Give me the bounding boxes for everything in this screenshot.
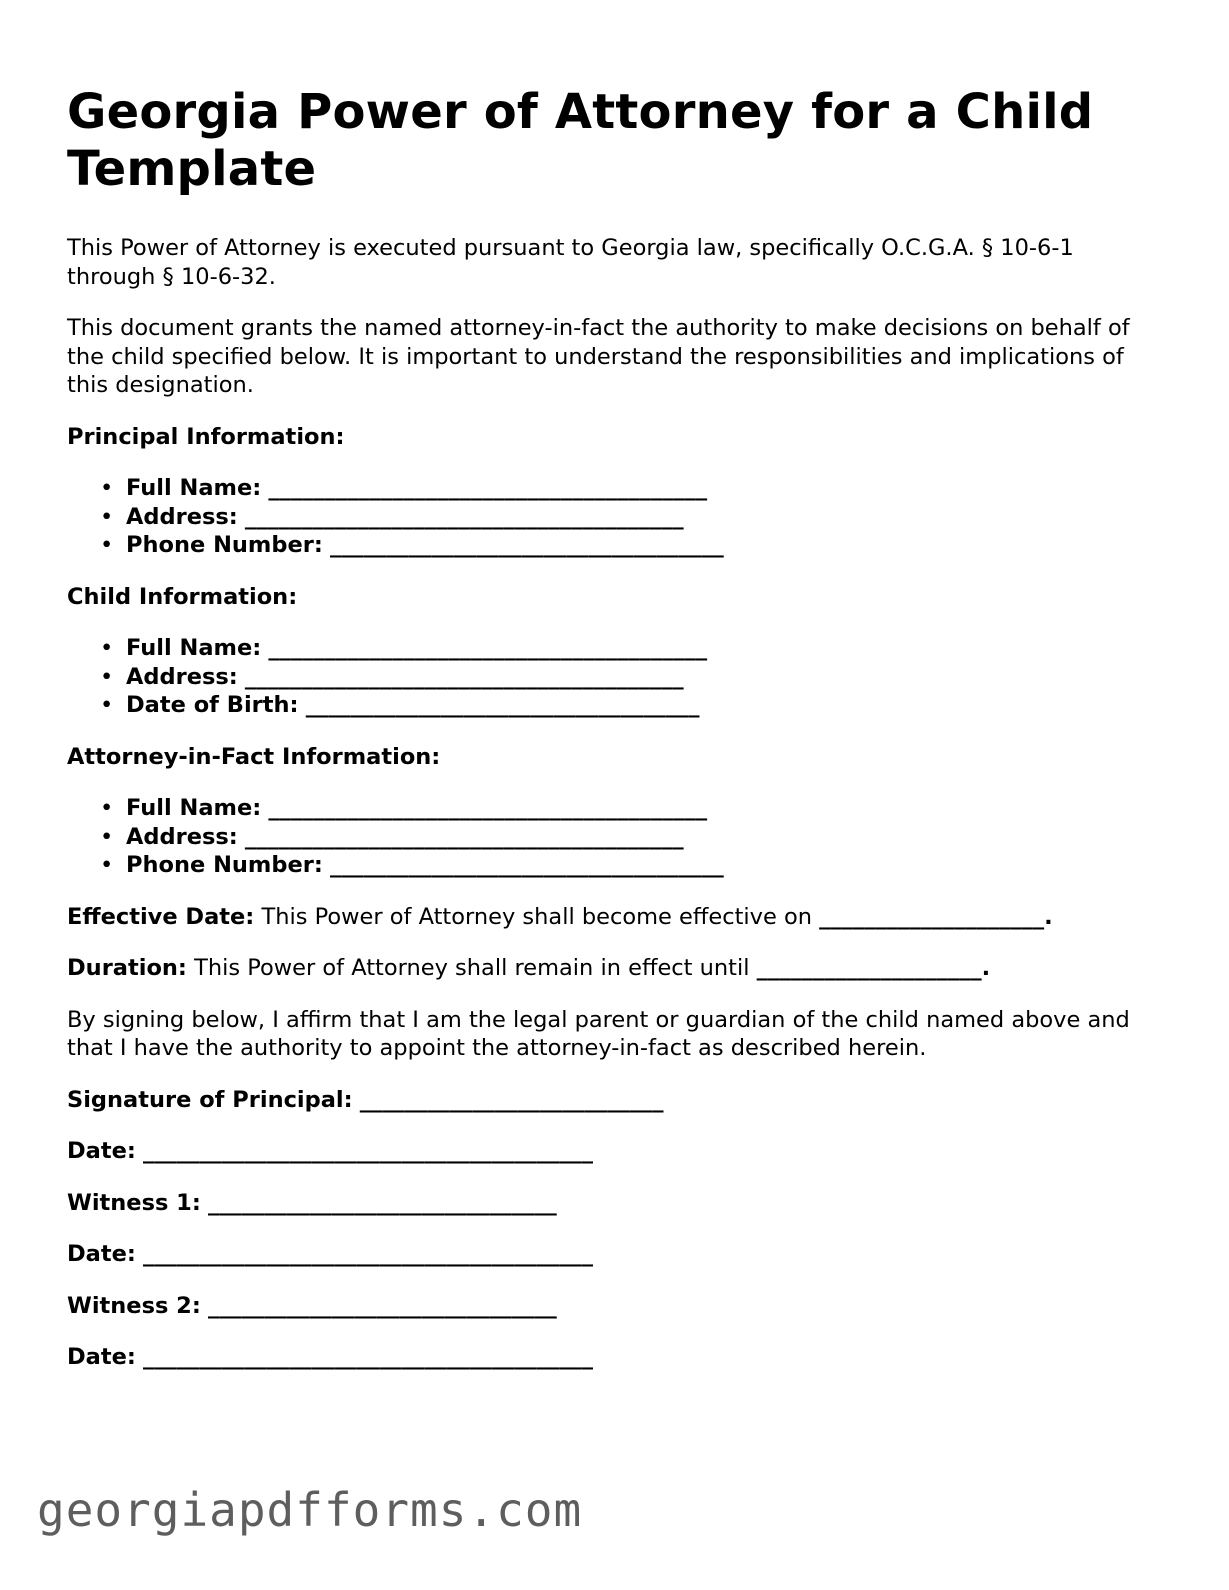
witness-1-date-label: Date: — [67, 1241, 136, 1267]
attorney-address-label: Address: — [126, 823, 238, 850]
child-full-name-field — [126, 634, 1157, 663]
effective-date-blank: ____________________. — [819, 903, 1053, 930]
child-address-field — [126, 663, 1157, 692]
witness-1-date-blank: ________________________________________ — [143, 1241, 594, 1267]
principal-full-name-field — [126, 474, 1157, 503]
witness-2-date-blank: ________________________________________ — [143, 1344, 594, 1370]
witness-2-date-line — [67, 1343, 1157, 1372]
document-title: Georgia Power of Attorney for a Child Template — [67, 84, 1094, 197]
attorney-full-name-blank: _______________________________________ — [268, 795, 708, 821]
effective-date-paragraph — [67, 903, 1157, 932]
child-address-blank: _______________________________________ — [244, 663, 684, 690]
attorney-full-name-label: Full Name: — [126, 795, 262, 821]
affirmation-paragraph: By signing below, I affirm that I am the legal parent or guardian of the child named above and that I have the authority to appoint the attorney-in-fact as described herein. — [67, 1006, 1130, 1061]
document-page — [67, 84, 1157, 1395]
principal-heading: Principal Information: — [67, 423, 345, 450]
attorney-full-name-field — [126, 794, 1157, 823]
duration-blank: ____________________. — [756, 955, 991, 981]
principal-date-label: Date: — [67, 1138, 136, 1164]
attorney-phone-blank: ___________________________________ — [330, 852, 724, 878]
child-full-name-blank: _______________________________________ — [268, 635, 708, 661]
attorney-address-field — [126, 823, 1157, 852]
attorney-fields — [67, 794, 1157, 880]
witness-2-date-label: Date: — [67, 1344, 136, 1370]
duration-label: Duration: — [67, 955, 187, 981]
witness-1-label: Witness 1: — [67, 1189, 201, 1216]
witness-2-blank: _______________________________ — [208, 1292, 557, 1319]
principal-address-label: Address: — [126, 503, 238, 530]
child-address-label: Address: — [126, 663, 238, 690]
principal-signature-blank: ___________________________ — [359, 1086, 664, 1113]
principal-full-name-blank: _______________________________________ — [268, 475, 708, 501]
duration-text: This Power of Attorney shall remain in effect until — [194, 955, 750, 981]
principal-date-line — [67, 1137, 1157, 1166]
intro-paragraph-purpose: This document grants the named attorney-in-fact the authority to make decisions on behalf of the child specified below. It is important to understand the responsibilities and implications of this designation. — [67, 315, 1130, 398]
attorney-address-blank: _______________________________________ — [244, 823, 684, 850]
effective-date-label: Effective Date: — [67, 903, 255, 930]
site-watermark: georgiapdfforms.com — [37, 1483, 583, 1537]
child-full-name-label: Full Name: — [126, 635, 262, 661]
witness-1-date-line — [67, 1240, 1157, 1269]
witness-2-line — [67, 1292, 1157, 1321]
attorney-phone-field — [126, 851, 1157, 880]
duration-paragraph — [67, 954, 1157, 983]
intro-paragraph-legal-basis: This Power of Attorney is executed pursuant to Georgia law, specifically O.C.G.A. § 10-6-1 through § 10-6-32. — [67, 235, 1074, 290]
child-dob-label: Date of Birth: — [126, 692, 299, 718]
principal-signature-line — [67, 1086, 1157, 1115]
principal-address-field — [126, 503, 1157, 532]
principal-full-name-label: Full Name: — [126, 475, 262, 501]
witness-1-line — [67, 1189, 1157, 1218]
principal-date-blank: ________________________________________ — [143, 1138, 594, 1164]
child-heading: Child Information: — [67, 583, 298, 610]
child-dob-field — [126, 691, 1157, 720]
principal-phone-field — [126, 531, 1157, 560]
principal-phone-blank: ___________________________________ — [330, 532, 724, 558]
child-fields — [67, 634, 1157, 720]
witness-1-blank: _______________________________ — [208, 1189, 557, 1216]
principal-signature-label: Signature of Principal: — [67, 1086, 353, 1113]
principal-address-blank: _______________________________________ — [244, 503, 684, 530]
effective-date-text: This Power of Attorney shall become effective on — [261, 903, 812, 930]
principal-phone-label: Phone Number: — [126, 532, 323, 558]
child-dob-blank: ___________________________________ — [305, 692, 700, 718]
attorney-heading: Attorney-in-Fact Information: — [67, 743, 441, 770]
witness-2-label: Witness 2: — [67, 1292, 201, 1319]
attorney-phone-label: Phone Number: — [126, 852, 323, 878]
principal-fields — [67, 474, 1157, 560]
